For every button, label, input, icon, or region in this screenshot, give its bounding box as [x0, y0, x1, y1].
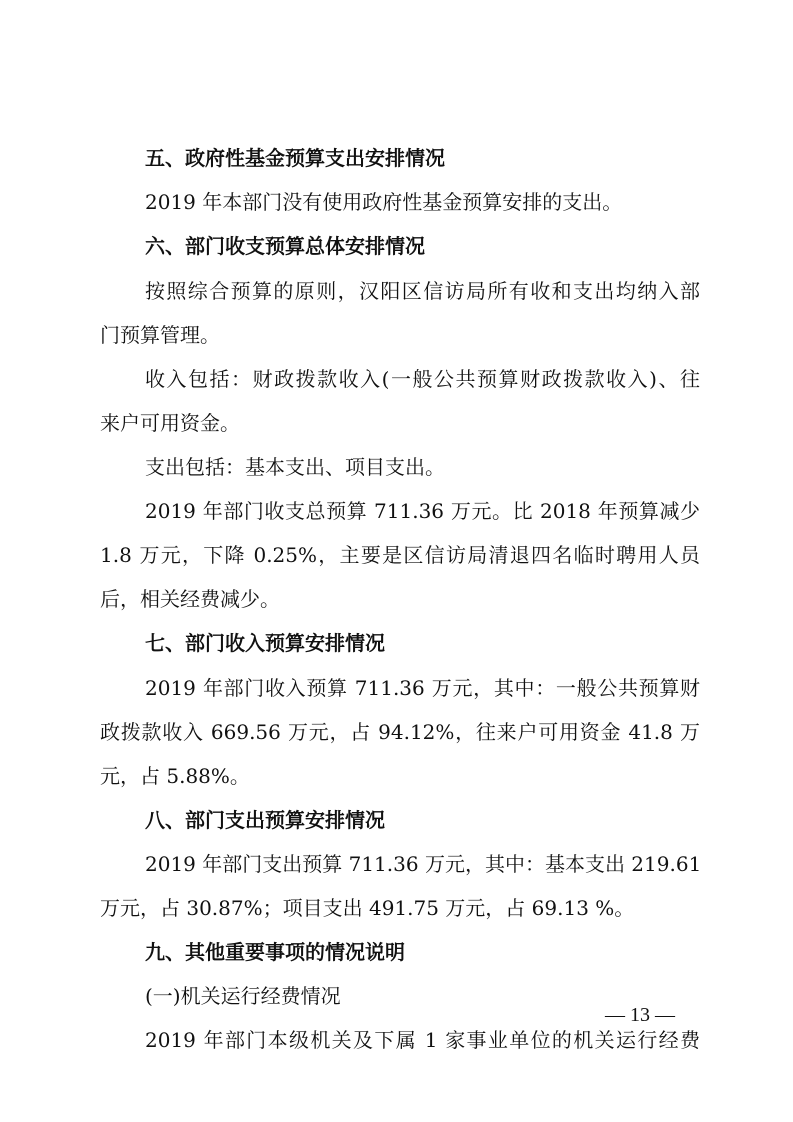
- paragraph-line: 来户可用资金。: [100, 411, 240, 435]
- paragraph-line: 收入包括：财政拨款收入(一般公共预算财政拨款收入)、往: [145, 367, 700, 391]
- paragraph-line: 2019 年部门收支总预算 711.36 万元。比 2018 年预算减少: [145, 499, 700, 523]
- section-heading-5: 五、政府性基金预算支出安排情况: [145, 146, 445, 170]
- paragraph-line: 1.8 万元，下降 0.25%，主要是区信访局清退四名临时聘用人员: [100, 543, 700, 567]
- section-heading-7: 七、部门收入预算安排情况: [145, 631, 385, 655]
- subsection-heading: (一)机关运行经费情况: [145, 984, 341, 1008]
- section-heading-9: 九、其他重要事项的情况说明: [145, 940, 405, 964]
- paragraph-line: 万元，占 30.87%；项目支出 491.75 万元，占 69.13 %。: [100, 896, 635, 920]
- paragraph-line: 政拨款收入 669.56 万元，占 94.12%，往来户可用资金 41.8 万: [100, 720, 700, 744]
- paragraph-line: 按照综合预算的原则，汉阳区信访局所有收和支出均纳入部: [145, 279, 700, 303]
- paragraph-line: 元，占 5.88%。: [100, 764, 250, 788]
- paragraph-line: 后，相关经费减少。: [100, 587, 280, 611]
- section-heading-8: 八、部门支出预算安排情况: [145, 808, 385, 832]
- paragraph-line: 2019 年部门本级机关及下属 1 家事业单位的机关运行经费: [145, 1028, 700, 1052]
- paragraph-line: 支出包括：基本支出、项目支出。: [145, 455, 445, 479]
- paragraph-line: 2019 年部门支出预算 711.36 万元，其中：基本支出 219.61: [145, 852, 702, 876]
- paragraph-line: 门预算管理。: [100, 323, 220, 347]
- paragraph-line: 2019 年本部门没有使用政府性基金预算安排的支出。: [145, 190, 623, 214]
- page-number: — 13 —: [605, 1004, 675, 1026]
- paragraph-line: 2019 年部门收入预算 711.36 万元，其中：一般公共预算财: [145, 676, 700, 700]
- section-heading-6: 六、部门收支预算总体安排情况: [145, 234, 425, 258]
